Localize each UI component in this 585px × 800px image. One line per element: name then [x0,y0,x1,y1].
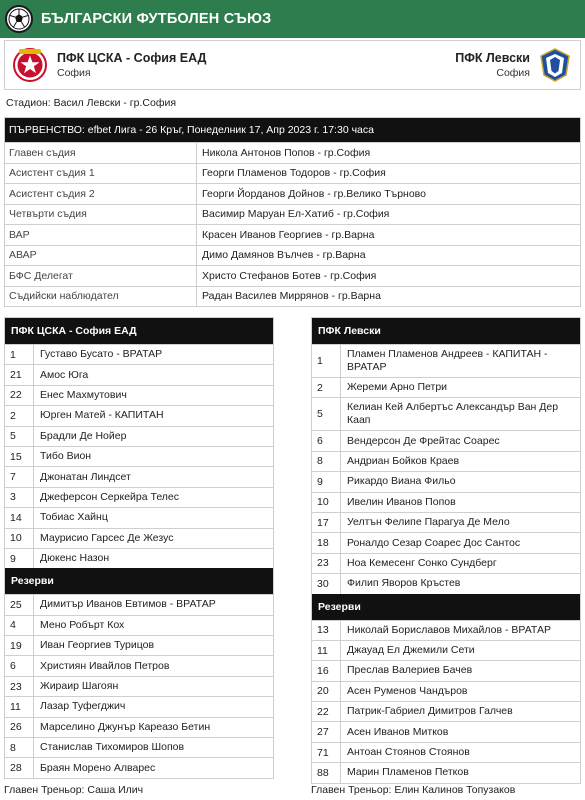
player-name: Дюкенс Назон [40,552,110,565]
player-name: Тибо Вион [40,450,92,463]
official-role: АВАР [5,246,197,266]
official-person: Димо Дамянов Вълчев - гр.Варна [202,249,366,262]
player-name: Брадли Де Нойер [40,429,127,442]
official-role: Четвърти съдия [5,205,197,225]
player-row [312,397,580,430]
official-row [5,265,580,286]
player-name: Християн Ивайлов Петров [40,659,170,672]
player-name: Патрик-Габриел Димитров Галчев [347,705,513,718]
player-number: 26 [5,718,34,737]
stadium: Стадион: Васил Левски - гр.София [6,97,177,109]
official-person: Никола Антонов Попов - гр.София [202,146,371,159]
player-number: 22 [312,702,341,721]
official-role: Асистент съдия 2 [5,184,197,204]
player-name: Димитър Иванов Евтимов - ВРАТАР [40,598,216,611]
match-header [4,40,581,90]
player-row [5,615,273,635]
player-number: 15 [5,447,34,466]
player-row [5,635,273,655]
player-row [5,594,273,614]
away-lineup [311,317,581,784]
official-row [5,163,580,184]
player-name: Ивелин Иванов Попов [347,495,456,508]
official-person: Георги Пламенов Тодоров - гр.София [202,167,386,180]
home-team [13,47,206,83]
player-row [5,737,273,757]
player-name: Марселино Джунър Кареазо Бетин [40,720,211,733]
player-row [312,640,580,660]
official-person: Радан Василев Миррянов - гр.Варна [202,290,381,303]
player-number: 8 [312,452,341,471]
player-name: Браян Морено Алварес [40,761,156,774]
player-row [5,405,273,425]
player-name: Амос Юга [40,368,89,381]
player-name: Преслав Валериев Бачев [347,664,473,677]
player-row [312,721,580,741]
player-row [312,344,580,377]
player-name: Николай Бориславов Михайлов - ВРАТАР [347,623,551,636]
player-row [312,742,580,762]
official-role: Съдийски наблюдател [5,287,197,307]
player-row [312,762,580,782]
player-name: Рикардо Виана Фильо [347,475,456,488]
home-lineup [4,317,274,779]
official-role: БФС Делегат [5,266,197,286]
official-row [5,183,580,204]
player-row [312,681,580,701]
player-number: 4 [5,616,34,635]
player-name: Марин Пламенов Петков [347,766,469,779]
official-role: Главен съдия [5,143,197,163]
official-person: Красен Иванов Георгиев - гр.Варна [202,228,375,241]
player-name: Пламен Пламенов Андреев - КАПИТАН - ВРАТАР [347,348,548,373]
player-name: Джонатан Линдсет [40,470,131,483]
player-number: 7 [5,467,34,486]
official-row [5,286,580,307]
player-row [5,446,273,466]
player-row [312,532,580,552]
player-number: 13 [312,621,341,640]
player-row [312,451,580,471]
player-row [312,553,580,573]
player-row [5,344,273,364]
player-number: 22 [5,386,34,405]
official-row [5,142,580,163]
player-row [5,426,273,446]
championship-header: ПЪРВЕНСТВО: efbet Лига - 26 Кръг, Понеделник 17, Апр 2023 г. 17:30 часа [5,118,580,142]
player-row [5,466,273,486]
player-number: 10 [312,493,341,512]
player-name: Юрген Матей - КАПИТАН [40,409,164,422]
player-number: 18 [312,533,341,552]
federation-title: БЪЛГАРСКИ ФУТБОЛЕН СЪЮЗ [41,11,272,27]
player-row [5,655,273,675]
player-name: Уелтън Фелипе Парагуа Де Мело [347,516,510,529]
player-row [312,512,580,532]
player-number: 9 [312,472,341,491]
player-number: 6 [5,656,34,675]
player-name: Ноа Кемесенг Сонко Сундберг [347,556,497,569]
player-row [312,660,580,680]
player-row [5,507,273,527]
player-row [312,701,580,721]
player-number: 19 [5,636,34,655]
player-row [312,573,580,593]
player-name: Густаво Бусато - ВРАТАР [40,348,163,361]
player-number: 28 [5,758,34,777]
official-row [5,224,580,245]
player-row [5,385,273,405]
player-name: Тобиас Хайнц [40,511,108,524]
player-row [312,430,580,450]
player-number: 23 [312,554,341,573]
official-role: Асистент съдия 1 [5,164,197,184]
player-row [5,364,273,384]
player-name: Маурисио Гарсес Де Жезус [40,531,174,544]
player-number: 9 [5,549,34,568]
player-name: Келиан Кей Албертъс Александър Ван Дер Каап [347,401,559,427]
home-team-city: София [57,67,91,79]
player-number: 1 [5,345,34,364]
player-number: 5 [312,398,341,430]
levski-crest-icon [538,47,572,83]
official-role: ВАР [5,225,197,245]
away-team-name: ПФК Левски [455,51,530,65]
player-name: Роналдо Сезар Соарес Дос Сантос [347,536,521,549]
player-name: Мено Робърт Кох [40,618,125,631]
player-row [312,471,580,491]
player-number: 17 [312,513,341,532]
player-number: 27 [312,722,341,741]
away-team [455,47,572,83]
player-name: Жереми Арно Петри [347,381,448,394]
player-number: 11 [312,641,341,660]
bfs-football-logo-icon [5,5,33,33]
player-name: Жираир Шагоян [40,680,119,693]
away-coach: Главен Треньор: Елин Калинов Топузаков [311,784,516,796]
player-number: 20 [312,682,341,701]
player-name: Джеферсон Серкейра Телес [40,490,180,503]
official-row [5,204,580,225]
player-name: Асен Руменов Чандъров [347,684,468,697]
cska-crest-icon [13,47,47,83]
away-lineup-title: ПФК Левски [312,318,580,344]
player-number: 30 [312,574,341,593]
official-person: Васимир Маруан Ел-Хатиб - гр.София [202,208,390,221]
player-number: 3 [5,488,34,507]
home-reserves-title: Резерви [5,568,273,594]
player-number: 2 [312,378,341,397]
player-number: 88 [312,763,341,782]
player-name: Андриан Бойков Краев [347,454,460,467]
player-name: Вендерсон Де Фрейтас Соарес [347,434,500,447]
player-number: 10 [5,529,34,548]
player-name: Лазар Туфегджич [40,700,126,713]
home-team-name: ПФК ЦСКА - София ЕАД [57,51,207,65]
player-row [5,717,273,737]
player-name: Станислав Тихомиров Шопов [40,741,185,754]
player-number: 5 [5,427,34,446]
player-row [5,696,273,716]
player-name: Енес Махмутович [40,388,127,401]
official-person: Христо Стефанов Ботев - гр.София [202,269,377,282]
player-number: 16 [312,661,341,680]
player-number: 6 [312,431,341,450]
player-name: Джауад Ел Джемили Сети [347,644,475,657]
official-person: Георги Йорданов Дойнов - гр.Велико Търново [202,187,426,200]
player-name: Филип Яворов Кръстев [347,577,461,590]
away-reserves-title: Резерви [312,594,580,620]
player-row [312,620,580,640]
player-number: 23 [5,677,34,696]
player-row [5,676,273,696]
player-row [5,528,273,548]
player-number: 14 [5,508,34,527]
player-number: 11 [5,697,34,716]
player-number: 1 [312,345,341,377]
player-row [5,548,273,568]
player-row [312,377,580,397]
player-name: Антоан Стоянов Стоянов [347,746,470,759]
official-row [5,245,580,266]
player-number: 21 [5,365,34,384]
player-row [312,492,580,512]
player-row [5,487,273,507]
player-number: 8 [5,738,34,757]
player-name: Иван Георгиев Турицов [40,639,155,652]
player-number: 71 [312,743,341,762]
away-team-city: София [496,67,530,79]
home-coach: Главен Треньор: Саша Илич [4,784,144,796]
player-number: 25 [5,595,34,614]
officials-table [4,117,581,307]
player-name: Асен Иванов Митков [347,725,449,738]
player-row [5,757,273,777]
top-bar [0,0,585,38]
player-number: 2 [5,406,34,425]
home-lineup-title: ПФК ЦСКА - София ЕАД [5,318,273,344]
